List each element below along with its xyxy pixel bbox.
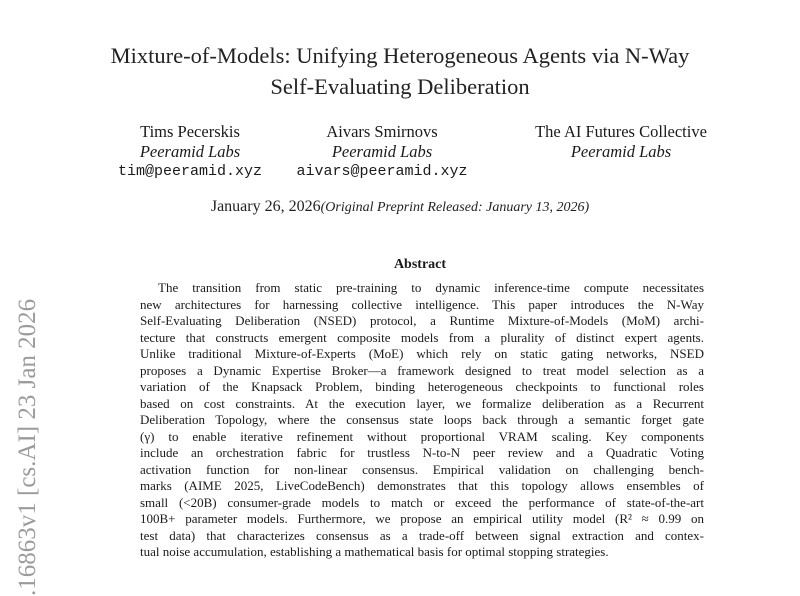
author-block <box>115 122 735 192</box>
abstract-line: tecture that constructs emergent composite models from a plurality of distinct expert agents. <box>140 329 704 345</box>
abstract-line: activation function for non-linear consensus. Empirical validation on challenging bench- <box>140 461 704 477</box>
author-name: Tims Pecerskis <box>140 122 240 141</box>
paper-date: January 26, 2026 <box>210 198 321 215</box>
abstract-line: marks (AIME 2025, LiveCodeBench) demonstrates that this topology allows ensembles of <box>140 478 704 493</box>
abstract-body <box>140 280 704 561</box>
author-email: aivars@peeramid.xyz <box>296 163 468 180</box>
author-email: tim@peeramid.xyz <box>117 163 263 180</box>
abstract-line: tual noise accumulation, establishing a mathematical basis for optimal stopping strategies. <box>140 544 609 559</box>
abstract-line: Deliberation Topology, where the consensus state loops back through a semantic forget gate <box>140 412 704 427</box>
arxiv-identifier-stamp: .16863v1 [cs.AI] 23 Jan 2026 <box>14 298 41 596</box>
abstract-line: proposes a Dynamic Expertise Broker—a framework designed to treat model selection as a <box>140 362 704 378</box>
author-name: The AI Futures Collective <box>535 122 707 141</box>
abstract-line: (γ) to enable iterative refinement without proportional VRAM scaling. Key components <box>140 428 704 444</box>
paper-title <box>60 40 740 102</box>
release-note: (Original Preprint Released: January 13, 2026) <box>320 200 590 215</box>
paper-title-line-1: Mixture-of-Models: Unifying Heterogeneous Agents via N-Way <box>110 43 690 68</box>
author-affiliation: Peeramid Labs <box>139 142 241 161</box>
abstract-heading: Abstract <box>393 257 447 272</box>
abstract-line: test data) that characterizes consensus as a trade-off between signal extraction and contex- <box>140 527 704 543</box>
abstract-line: variation of the Knapsack Problem, binding heterogeneous checkpoints to functional roles <box>140 379 704 394</box>
abstract-line: Self-Evaluating Deliberation (NSED) protocol, a Runtime Mixture-of-Models (MoM) archi- <box>140 313 704 328</box>
abstract-line: The transition from static pre-training to dynamic inference-time compute necessitates <box>158 280 704 295</box>
abstract-line: Unlike traditional Mixture-of-Experts (MoE) which rely on static gating networks, NSED <box>140 346 704 361</box>
paper-title-line-2: Self-Evaluating Deliberation <box>270 74 530 99</box>
author-affiliation: Peeramid Labs <box>331 142 433 161</box>
abstract-line: include an orchestration fabric for trustless N-to-N peer review and a Quadratic Voting <box>140 445 704 460</box>
abstract-line: based on cost constraints. At the execution layer, we formalize deliberation as a Recurrent <box>140 395 704 411</box>
author-3 <box>491 122 751 162</box>
abstract-line: 100B+ parameter models. Furthermore, we propose an empirical utility model (R² ≈ 0.99 on <box>140 511 704 526</box>
author-1 <box>90 122 290 182</box>
abstract-line: new architectures for harnessing collective intelligence. This paper introduces the N-Way <box>140 296 704 312</box>
paper-date-line <box>80 198 720 216</box>
author-affiliation: Peeramid Labs <box>570 142 672 161</box>
author-2 <box>282 122 482 182</box>
abstract-line: small (<20B) consumer-grade models to match or exceed the performance of state-of-the-art <box>140 494 704 510</box>
author-name: Aivars Smirnovs <box>326 122 438 141</box>
